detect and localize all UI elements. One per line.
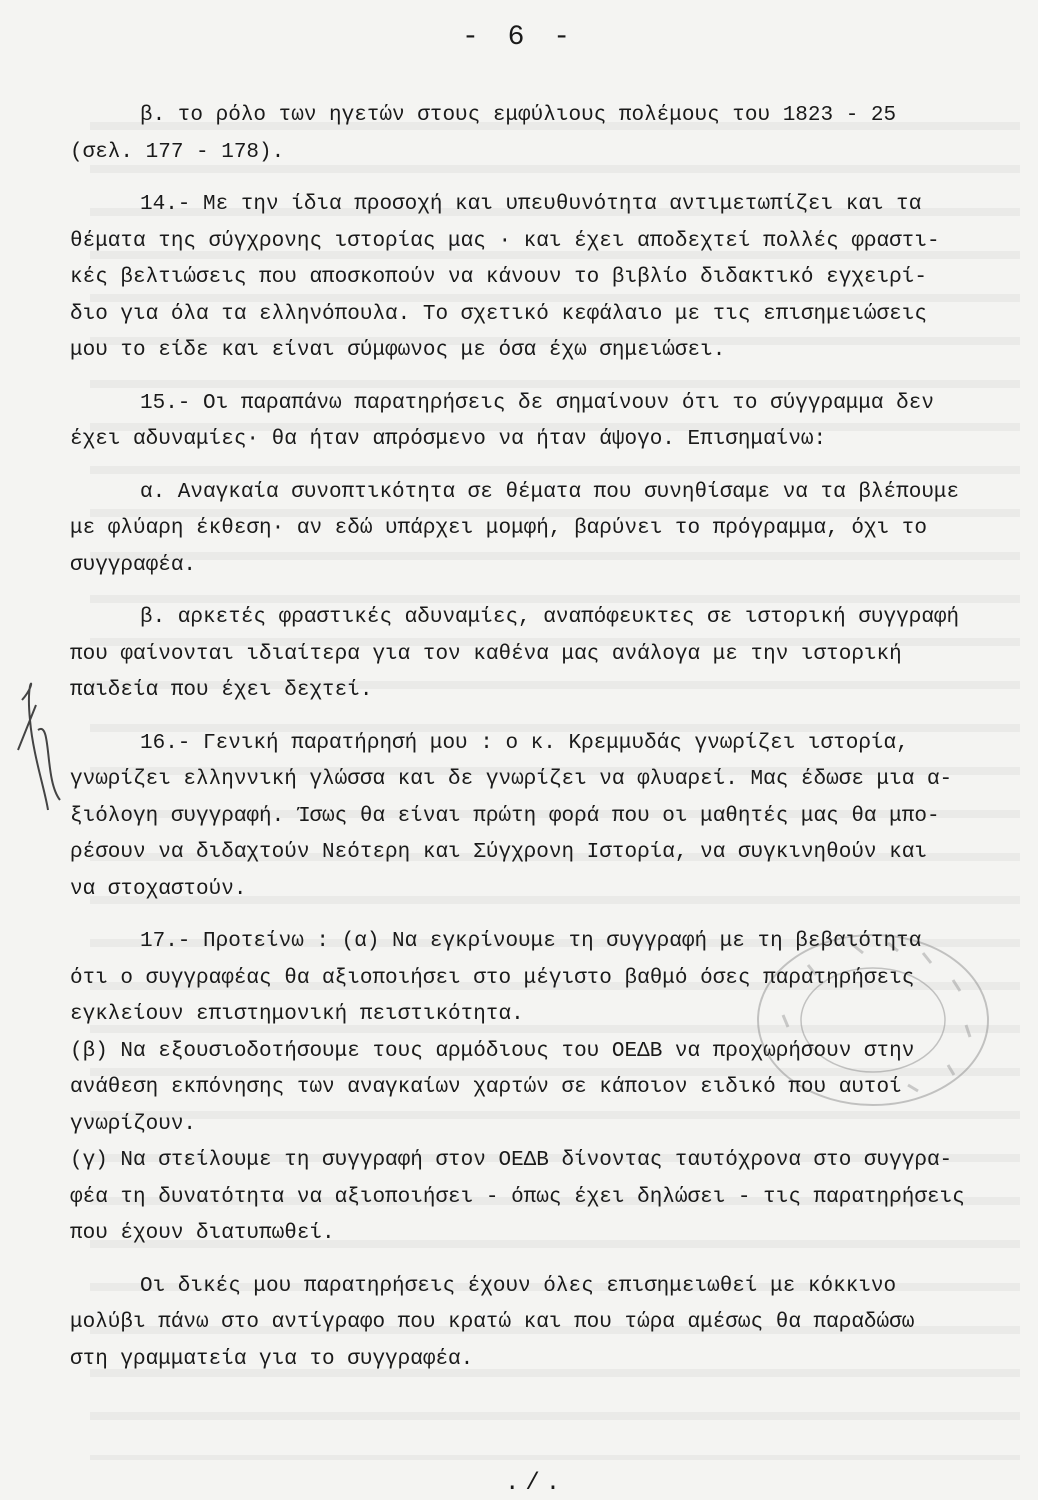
text-line: ξιόλογη συγγραφή. Ίσως θα είναι πρώτη φορά που οι μαθητές μας θα μπο- xyxy=(70,804,940,828)
page-number: - 6 - xyxy=(461,22,576,53)
text-line: γνωρίζουν. xyxy=(70,1112,197,1136)
text-line: β. αρκετές φραστικές αδυναμίες, αναπόφευκτες σε ιστορική συγγραφή xyxy=(140,606,960,629)
text-line: φέα τη δυνατότητα να αξιοποιήσει - όπως έχει δηλώσει - τις παρατηρήσεις xyxy=(70,1185,965,1209)
text-line: α. Αναγκαία συνοπτικότητα σε θέματα που συνηθίσαμε να τα βλέπουμε xyxy=(140,480,960,504)
text-line: που έχουν διατυπωθεί. xyxy=(70,1222,335,1245)
text-line: 17.- Προτείνω : (α) Να εγκρίνουμε τη συγγραφή με τη βεβαιότητα xyxy=(140,930,922,953)
document-body xyxy=(70,98,1010,1378)
text-line: μου το είδε και είναι σύμφωνος με όσα έχω σημειώσει. xyxy=(70,339,726,362)
text-line: ρέσουν να διδαχτούν Νεότερη και Σύγχρονη Ιστορία, να συγκινηθούν και xyxy=(70,841,927,864)
text-line: να στοχαστούν. xyxy=(70,877,247,901)
text-line: 15.- Οι παραπάνω παρατηρήσεις δε σημαίνουν ότι το σύγγραμμα δεν xyxy=(140,391,934,415)
text-line: που φαίνονται ιδιαίτερα για τον καθένα μας ανάλογα με την ιστορική xyxy=(70,642,902,666)
end-mark: ./. xyxy=(505,1470,567,1497)
text-line: 14.- Με την ίδια προσοχή και υπευθυνότητα αντιμετωπίζει και τα xyxy=(140,193,922,216)
text-line: με φλύαρη έκθεση· αν εδώ υπάρχει μομφή, βαρύνει το πρόγραμμα, όχι το xyxy=(70,517,927,540)
text-line: (σελ. 177 - 178). xyxy=(70,140,285,164)
text-line: μολύβι πάνω στο αντίγραφο που κρατώ και που τώρα αμέσως θα παραδώσω xyxy=(70,1311,915,1334)
text-line: εγκλείουν επιστημονική πειστικότητα. xyxy=(70,1003,524,1026)
text-line: γνωρίζει ελληννική γλώσσα και δε γνωρίζει να φλυαρεί. Μας έδωσε μια α- xyxy=(70,768,953,791)
text-line: συγγραφέα. xyxy=(70,553,197,577)
text-line: διο για όλα τα ελληνόπουλα. Το σχετικό κεφάλαιο με τις επισημειώσεις xyxy=(70,302,927,326)
text-line: κές βελτιώσεις που αποσκοπούν να κάνουν το βιβλίο διδακτικό εγχειρί- xyxy=(70,266,927,289)
text-line: (γ) Να στείλουμε τη συγγραφή στον ΟΕΔΒ δίνοντας ταυτόχρονα στο συγγρα- xyxy=(70,1149,953,1172)
text-line: 16.- Γενική παρατήρησή μου : ο κ. Κρεμμυδάς γνωρίζει ιστορία, xyxy=(140,731,909,755)
text-line: ότι ο συγγραφέας θα αξιοποιήσει στο μέγιστο βαθμό όσες παρατηρήσεις xyxy=(70,966,915,990)
text-line: ανάθεση εκπόνησης των αναγκαίων χαρτών σε κάποιον ειδικό που αυτοί xyxy=(70,1076,902,1099)
margin-annotation xyxy=(0,660,70,840)
text-line: Οι δικές μου παρατηρήσεις έχουν όλες επισημειωθεί με κόκκινο xyxy=(140,1274,897,1298)
text-line: θέματα της σύγχρονης ιστορίας μας · και έχει αποδεχτεί πολλές φραστι- xyxy=(70,229,940,253)
text-line: στη γραμματεία για το συγγραφέα. xyxy=(70,1347,474,1371)
text-line: (β) Να εξουσιοδοτήσουμε τους αρμόδιους του ΟΕΔΒ να προχωρήσουν στην xyxy=(70,1039,915,1063)
text-line: παιδεία που έχει δεχτεί. xyxy=(70,679,373,702)
text-line: β. το ρόλο των ηγετών στους εμφύλιους πολέμους του 1823 - 25 xyxy=(140,104,897,127)
text-line: έχει αδυναμίες· θα ήταν απρόσμενο να ήταν άψογο. Επισημαίνω: xyxy=(70,428,827,451)
